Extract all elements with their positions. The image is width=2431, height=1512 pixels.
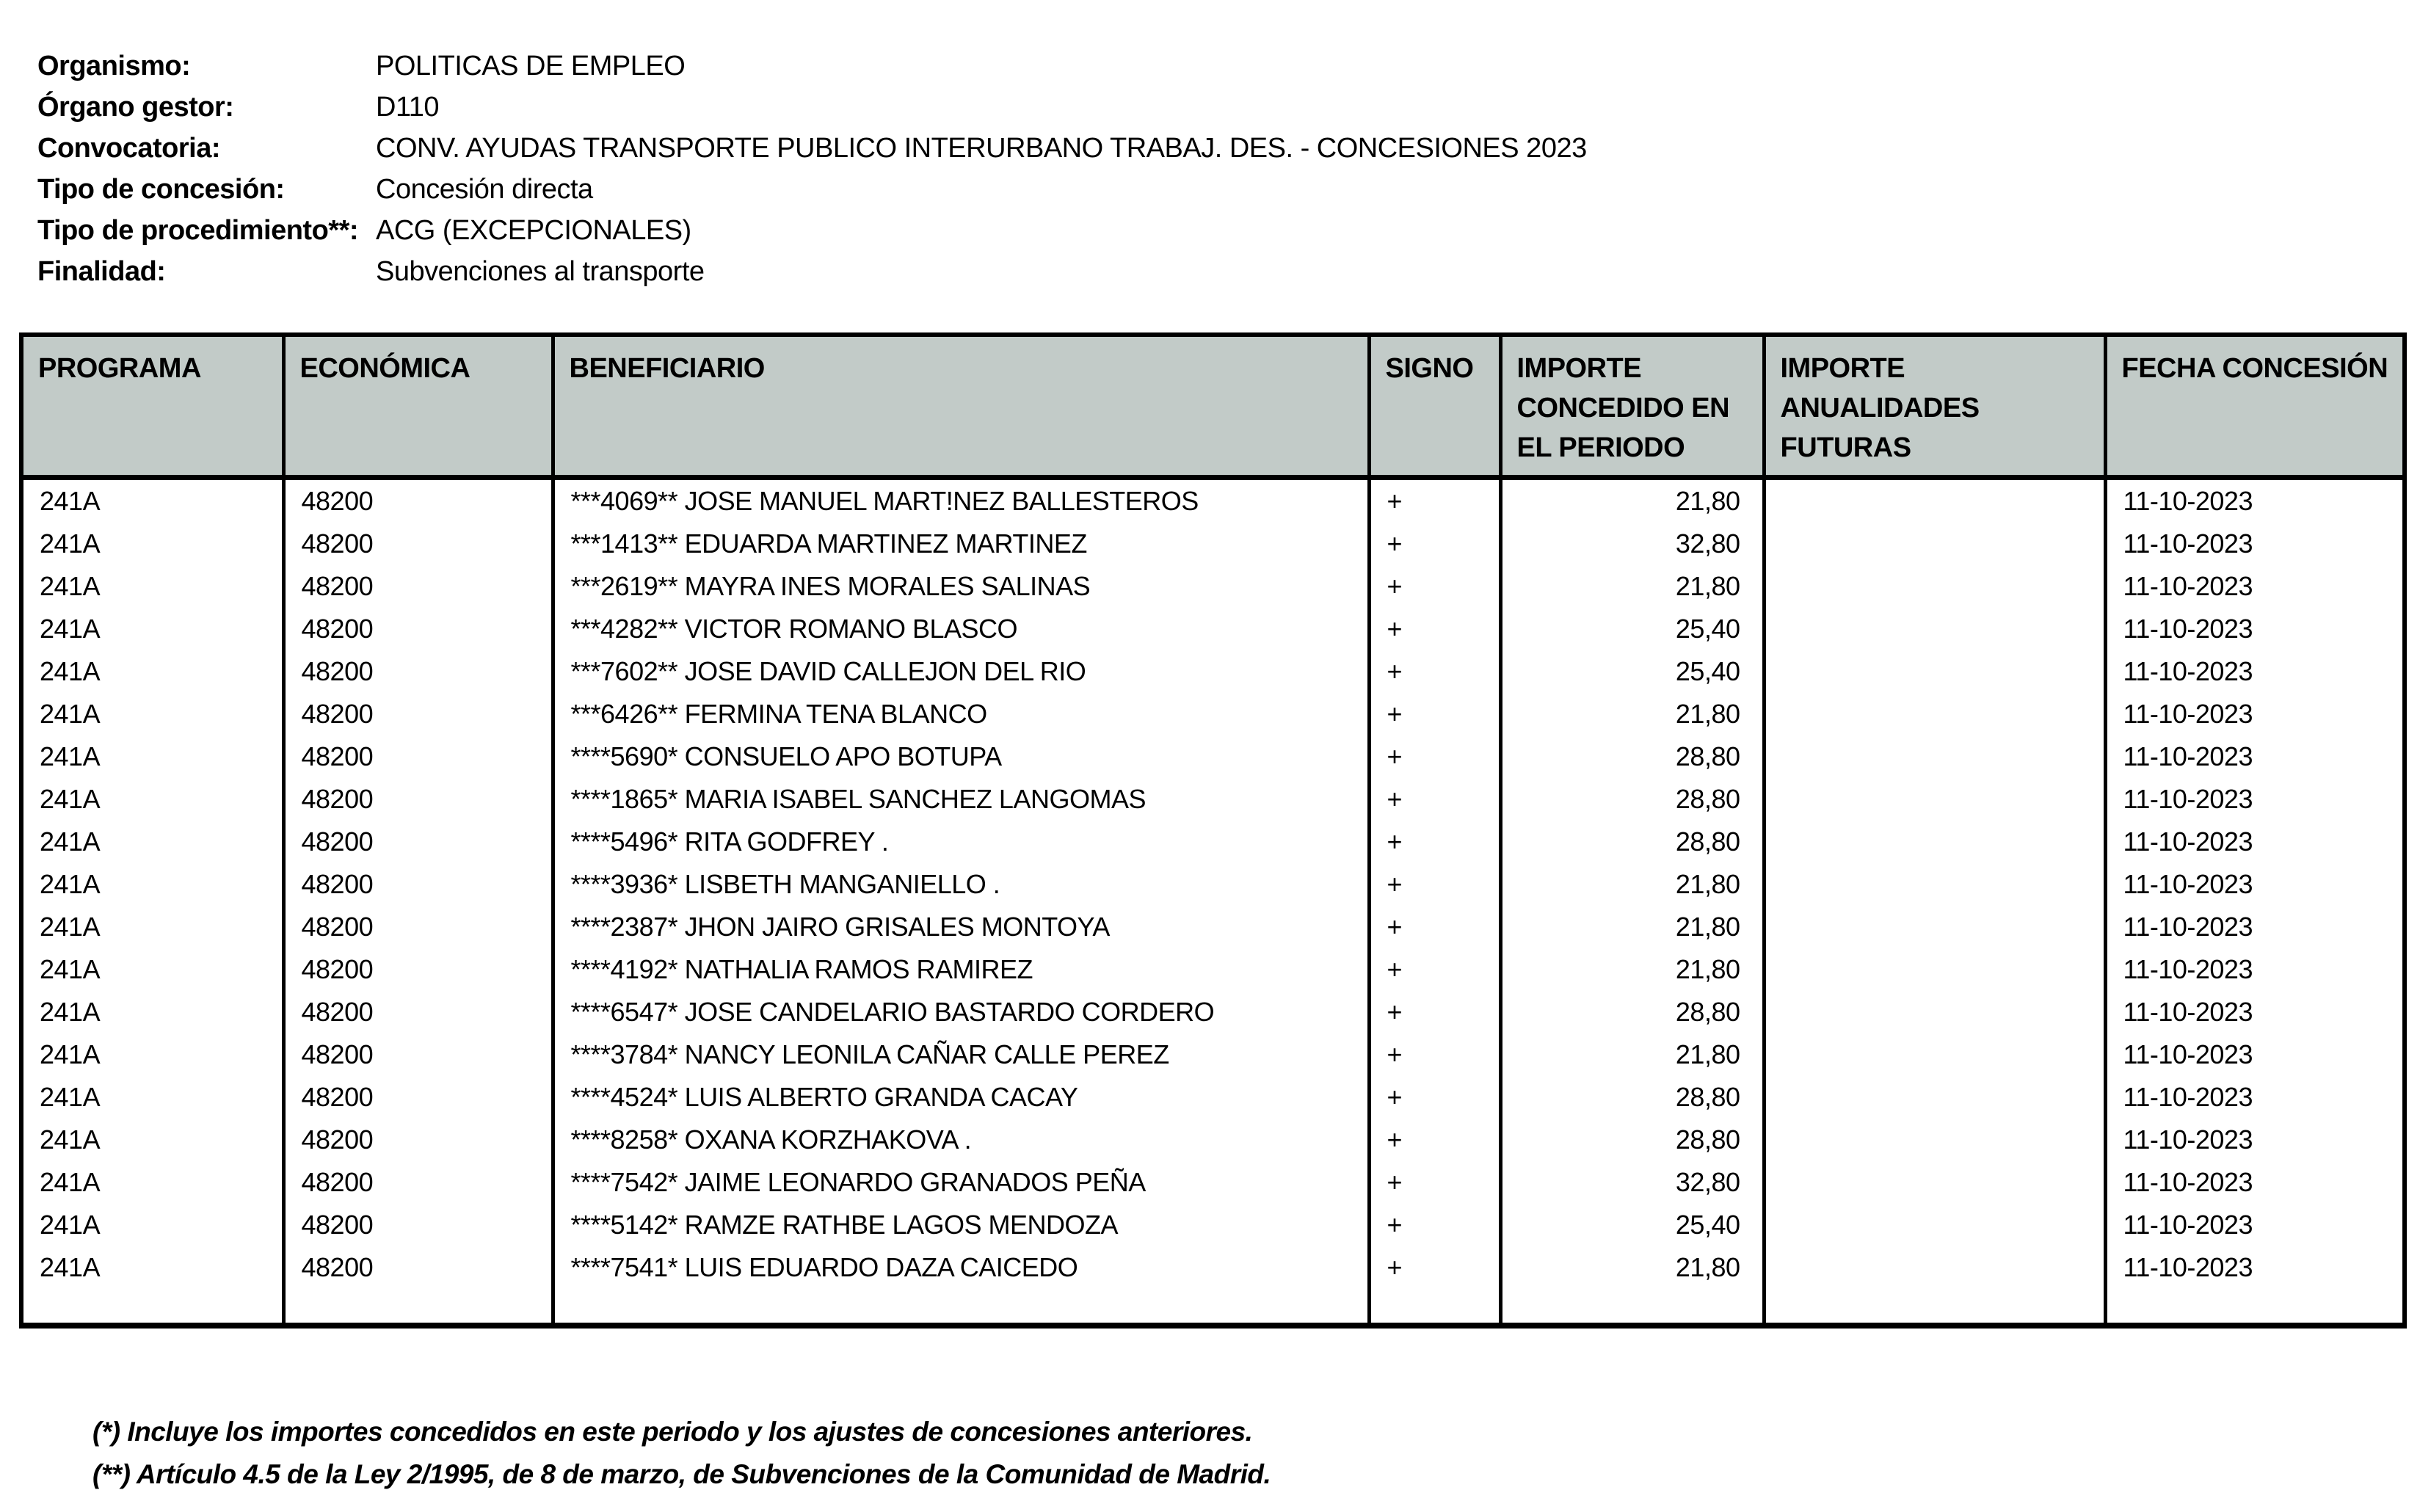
cell-importe: 28,80 [1500, 1119, 1764, 1161]
cell-anualidades [1764, 523, 2105, 565]
info-value: Concesión directa [376, 174, 593, 205]
table-header [21, 335, 2405, 478]
info-row-organismo [37, 46, 1587, 87]
column-header-economica: ECONÓMICA [283, 335, 553, 478]
table-row [21, 1119, 2405, 1161]
table-row [21, 565, 2405, 608]
cell-signo: + [1369, 693, 1500, 735]
cell-fecha: 11-10-2023 [2105, 1119, 2405, 1161]
cell-fecha: 11-10-2023 [2105, 1033, 2405, 1076]
table-row [21, 478, 2405, 523]
cell-economica: 48200 [283, 948, 553, 991]
cell-fecha: 11-10-2023 [2105, 948, 2405, 991]
cell-signo: + [1369, 778, 1500, 821]
cell-fecha: 11-10-2023 [2105, 1204, 2405, 1246]
info-label: Tipo de concesión: [37, 174, 285, 205]
cell-economica: 48200 [283, 735, 553, 778]
info-row-tipo-procedimiento [37, 210, 1587, 251]
info-label: Tipo de procedimiento**: [37, 215, 359, 246]
cell-programa: 241A [21, 608, 283, 650]
cell-programa: 241A [21, 906, 283, 948]
column-header-beneficiario: BENEFICIARIO [553, 335, 1369, 478]
cell-programa: 241A [21, 948, 283, 991]
cell-economica: 48200 [283, 863, 553, 906]
cell-beneficiario: ***4282** VICTOR ROMANO BLASCO [553, 608, 1369, 650]
cell-signo: + [1369, 608, 1500, 650]
table-row [21, 1076, 2405, 1119]
info-row-tipo-concesion [37, 169, 1587, 210]
info-row-convocatoria [37, 128, 1587, 169]
column-header-importe: IMPORTE CONCEDIDO EN EL PERIODO [1500, 335, 1764, 478]
table-row [21, 523, 2405, 565]
cell-anualidades [1764, 1204, 2105, 1246]
cell-signo: + [1369, 821, 1500, 863]
cell-anualidades [1764, 1076, 2105, 1119]
cell-beneficiario: ***4069** JOSE MANUEL MART!NEZ BALLESTEROS [553, 478, 1369, 523]
table-row [21, 1033, 2405, 1076]
cell-importe: 25,40 [1500, 650, 1764, 693]
cell-signo: + [1369, 523, 1500, 565]
cell-signo: + [1369, 1204, 1500, 1246]
info-label: Finalidad: [37, 256, 166, 287]
cell-fecha: 11-10-2023 [2105, 906, 2405, 948]
cell-importe: 21,80 [1500, 478, 1764, 523]
cell-anualidades [1764, 478, 2105, 523]
cell-programa: 241A [21, 650, 283, 693]
cell-importe: 21,80 [1500, 693, 1764, 735]
cell-economica: 48200 [283, 1119, 553, 1161]
cell-economica: 48200 [283, 1076, 553, 1119]
cell-importe: 21,80 [1500, 948, 1764, 991]
cell-fecha: 11-10-2023 [2105, 1161, 2405, 1204]
table-row [21, 991, 2405, 1033]
table-row [21, 778, 2405, 821]
cell-anualidades [1764, 906, 2105, 948]
cell-signo: + [1369, 1119, 1500, 1161]
cell-programa: 241A [21, 821, 283, 863]
table-row [21, 735, 2405, 778]
cell-signo: + [1369, 735, 1500, 778]
cell-signo: + [1369, 991, 1500, 1033]
cell-fecha: 11-10-2023 [2105, 735, 2405, 778]
cell-economica: 48200 [283, 650, 553, 693]
table-row [21, 693, 2405, 735]
cell-importe: 28,80 [1500, 1076, 1764, 1119]
cell-anualidades [1764, 735, 2105, 778]
cell-anualidades [1764, 863, 2105, 906]
info-value: POLITICAS DE EMPLEO [376, 51, 686, 81]
cell-beneficiario: ****7542* JAIME LEONARDO GRANADOS PEÑA [553, 1161, 1369, 1204]
cell-signo: + [1369, 1033, 1500, 1076]
cell-economica: 48200 [283, 991, 553, 1033]
cell-fecha: 11-10-2023 [2105, 478, 2405, 523]
footnote-asterisk: (*) Incluye los importes concedidos en este periodo y los ajustes de concesiones anteriores. [92, 1417, 1253, 1447]
cell-signo: + [1369, 478, 1500, 523]
info-label: Convocatoria: [37, 133, 220, 164]
cell-signo: + [1369, 565, 1500, 608]
cell-fecha: 11-10-2023 [2105, 693, 2405, 735]
cell-anualidades [1764, 1033, 2105, 1076]
cell-anualidades [1764, 821, 2105, 863]
cell-programa: 241A [21, 1076, 283, 1119]
cell-importe: 21,80 [1500, 1246, 1764, 1289]
cell-beneficiario: ****7541* LUIS EDUARDO DAZA CAICEDO [553, 1246, 1369, 1289]
cell-fecha: 11-10-2023 [2105, 565, 2405, 608]
cell-signo: + [1369, 650, 1500, 693]
cell-beneficiario: ****4192* NATHALIA RAMOS RAMIREZ [553, 948, 1369, 991]
cell-anualidades [1764, 1119, 2105, 1161]
cell-beneficiario: ***1413** EDUARDA MARTINEZ MARTINEZ [553, 523, 1369, 565]
cell-anualidades [1764, 650, 2105, 693]
cell-importe: 28,80 [1500, 991, 1764, 1033]
cell-importe: 21,80 [1500, 906, 1764, 948]
cell-beneficiario: ***7602** JOSE DAVID CALLEJON DEL RIO [553, 650, 1369, 693]
cell-beneficiario: ****5690* CONSUELO APO BOTUPA [553, 735, 1369, 778]
cell-economica: 48200 [283, 1161, 553, 1204]
info-row-organo-gestor [37, 87, 1587, 128]
cell-economica: 48200 [283, 693, 553, 735]
cell-programa: 241A [21, 863, 283, 906]
cell-anualidades [1764, 991, 2105, 1033]
cell-economica: 48200 [283, 1033, 553, 1076]
info-label: Organismo: [37, 51, 191, 81]
cell-programa: 241A [21, 1119, 283, 1161]
cell-importe: 21,80 [1500, 565, 1764, 608]
cell-fecha: 11-10-2023 [2105, 1246, 2405, 1289]
info-value: D110 [376, 92, 440, 123]
table-row [21, 1204, 2405, 1246]
cell-anualidades [1764, 1161, 2105, 1204]
cell-beneficiario: ****8258* OXANA KORZHAKOVA . [553, 1119, 1369, 1161]
info-row-finalidad [37, 251, 1587, 292]
table-row [21, 1161, 2405, 1204]
cell-importe: 32,80 [1500, 1161, 1764, 1204]
cell-beneficiario: ****1865* MARIA ISABEL SANCHEZ LANGOMAS [553, 778, 1369, 821]
table-row [21, 608, 2405, 650]
cell-programa: 241A [21, 735, 283, 778]
cell-fecha: 11-10-2023 [2105, 650, 2405, 693]
spacer-row [21, 1289, 2405, 1326]
cell-programa: 241A [21, 1246, 283, 1289]
cell-anualidades [1764, 948, 2105, 991]
cell-fecha: 11-10-2023 [2105, 1076, 2405, 1119]
cell-anualidades [1764, 1246, 2105, 1289]
cell-economica: 48200 [283, 565, 553, 608]
table-spacer [21, 1289, 2405, 1326]
cell-anualidades [1764, 608, 2105, 650]
cell-programa: 241A [21, 991, 283, 1033]
info-value: Subvenciones al transporte [376, 256, 705, 287]
cell-importe: 25,40 [1500, 608, 1764, 650]
cell-importe: 21,80 [1500, 863, 1764, 906]
cell-programa: 241A [21, 1204, 283, 1246]
cell-beneficiario: ****6547* JOSE CANDELARIO BASTARDO CORDERO [553, 991, 1369, 1033]
cell-beneficiario: ****4524* LUIS ALBERTO GRANDA CACAY [553, 1076, 1369, 1119]
cell-signo: + [1369, 906, 1500, 948]
cell-economica: 48200 [283, 523, 553, 565]
cell-beneficiario: ****2387* JHON JAIRO GRISALES MONTOYA [553, 906, 1369, 948]
cell-signo: + [1369, 1161, 1500, 1204]
table-row [21, 821, 2405, 863]
cell-anualidades [1764, 565, 2105, 608]
column-header-programa: PROGRAMA [21, 335, 283, 478]
cell-beneficiario: ****5142* RAMZE RATHBE LAGOS MENDOZA [553, 1204, 1369, 1246]
cell-anualidades [1764, 778, 2105, 821]
cell-fecha: 11-10-2023 [2105, 821, 2405, 863]
cell-economica: 48200 [283, 778, 553, 821]
cell-importe: 28,80 [1500, 821, 1764, 863]
cell-importe: 32,80 [1500, 523, 1764, 565]
info-label: Órgano gestor: [37, 92, 234, 123]
cell-beneficiario: ****3936* LISBETH MANGANIELLO . [553, 863, 1369, 906]
cell-beneficiario: ***6426** FERMINA TENA BLANCO [553, 693, 1369, 735]
cell-anualidades [1764, 693, 2105, 735]
cell-economica: 48200 [283, 478, 553, 523]
cell-importe: 28,80 [1500, 778, 1764, 821]
cell-programa: 241A [21, 693, 283, 735]
cell-importe: 25,40 [1500, 1204, 1764, 1246]
column-header-signo: SIGNO [1369, 335, 1500, 478]
cell-programa: 241A [21, 478, 283, 523]
cell-fecha: 11-10-2023 [2105, 608, 2405, 650]
column-header-anualidades: IMPORTE ANUALIDADES FUTURAS [1764, 335, 2105, 478]
cell-economica: 48200 [283, 1246, 553, 1289]
table-row [21, 1246, 2405, 1289]
table-row [21, 948, 2405, 991]
cell-fecha: 11-10-2023 [2105, 863, 2405, 906]
table-row [21, 906, 2405, 948]
table-body [21, 478, 2405, 1290]
document-header-info [37, 46, 1587, 292]
cell-beneficiario: ****3784* NANCY LEONILA CAÑAR CALLE PEREZ [553, 1033, 1369, 1076]
grants-table [19, 332, 2407, 1329]
cell-economica: 48200 [283, 821, 553, 863]
cell-economica: 48200 [283, 906, 553, 948]
cell-fecha: 11-10-2023 [2105, 778, 2405, 821]
cell-fecha: 11-10-2023 [2105, 523, 2405, 565]
info-value: CONV. AYUDAS TRANSPORTE PUBLICO INTERURBANO TRABAJ. DES. - CONCESIONES 2023 [376, 133, 1587, 164]
column-header-fecha: FECHA CONCESIÓN [2105, 335, 2405, 478]
table-row [21, 650, 2405, 693]
cell-economica: 48200 [283, 1204, 553, 1246]
cell-signo: + [1369, 1246, 1500, 1289]
cell-signo: + [1369, 1076, 1500, 1119]
cell-importe: 21,80 [1500, 1033, 1764, 1076]
cell-signo: + [1369, 863, 1500, 906]
cell-programa: 241A [21, 523, 283, 565]
cell-fecha: 11-10-2023 [2105, 991, 2405, 1033]
footnotes [92, 1411, 1271, 1496]
cell-beneficiario: ***2619** MAYRA INES MORALES SALINAS [553, 565, 1369, 608]
footnote-double-asterisk: (**) Artículo 4.5 de la Ley 2/1995, de 8 de marzo, de Subvenciones de la Comunidad de Madrid. [92, 1459, 1271, 1489]
cell-economica: 48200 [283, 608, 553, 650]
cell-programa: 241A [21, 778, 283, 821]
cell-signo: + [1369, 948, 1500, 991]
table-row [21, 863, 2405, 906]
cell-programa: 241A [21, 1161, 283, 1204]
info-value: ACG (EXCEPCIONALES) [376, 215, 691, 246]
cell-importe: 28,80 [1500, 735, 1764, 778]
cell-programa: 241A [21, 1033, 283, 1076]
cell-programa: 241A [21, 565, 283, 608]
cell-beneficiario: ****5496* RITA GODFREY . [553, 821, 1369, 863]
